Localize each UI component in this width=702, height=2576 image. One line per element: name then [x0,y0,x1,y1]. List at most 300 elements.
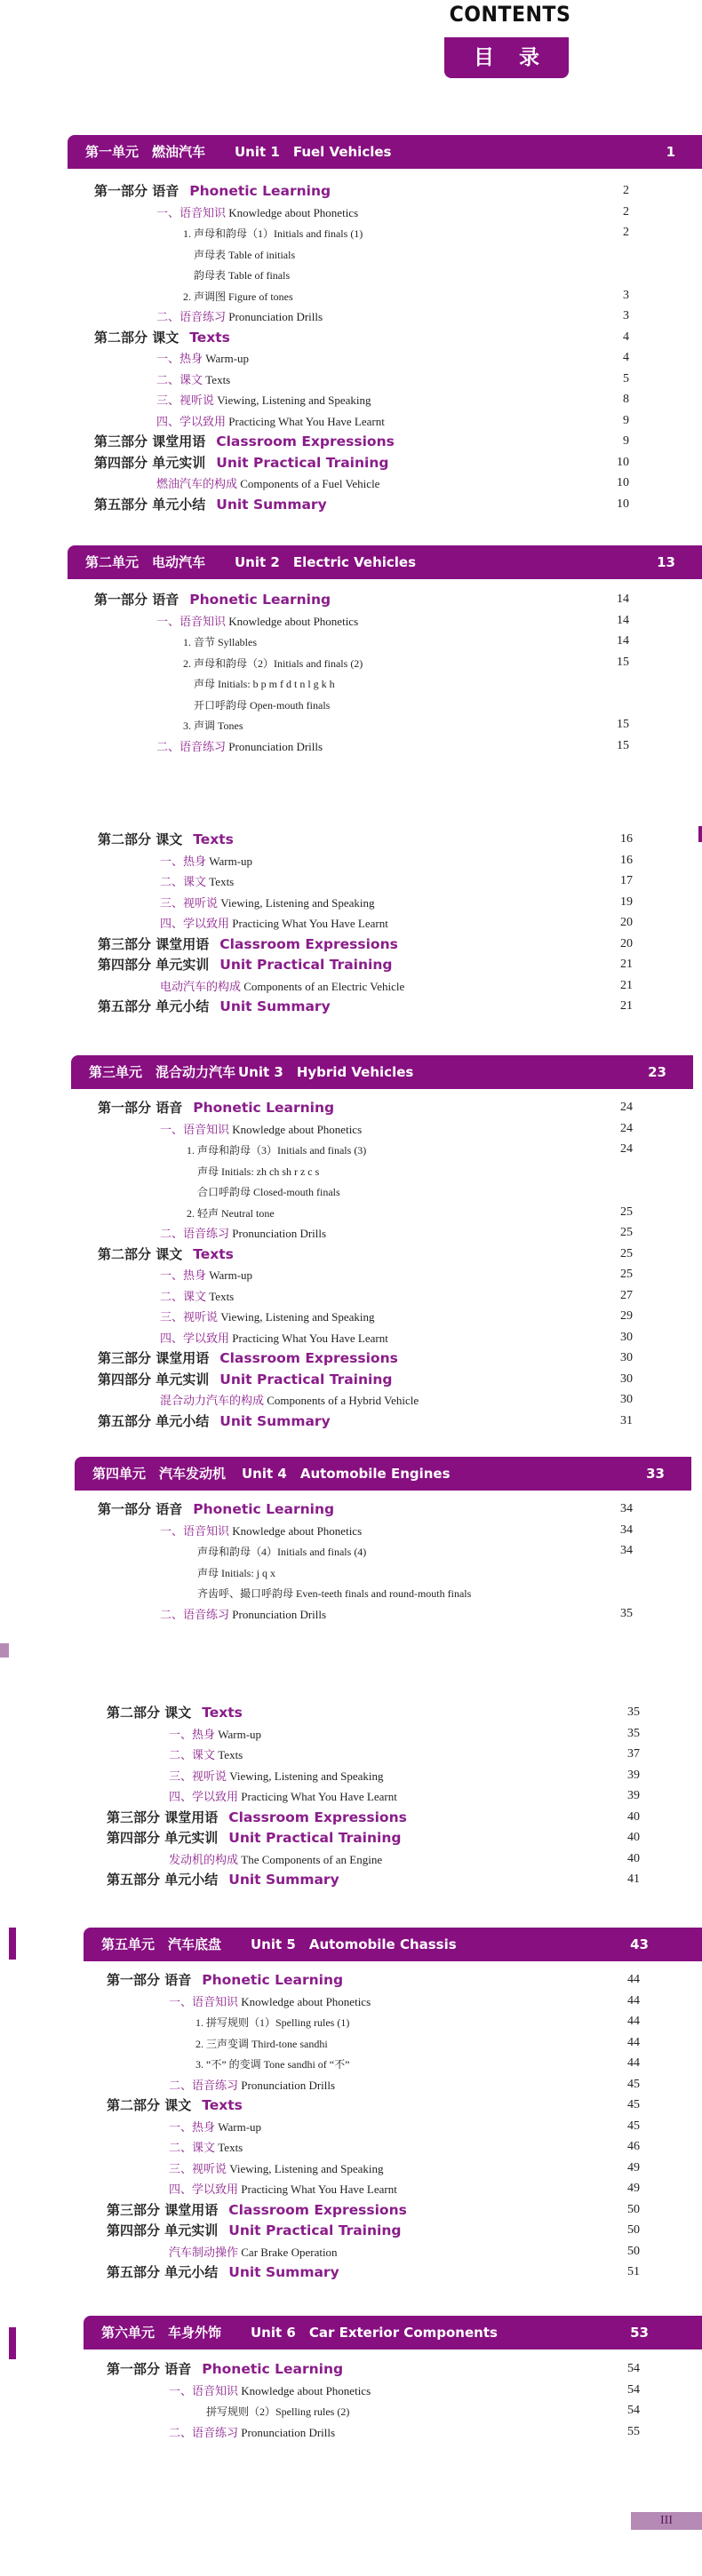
part-label: 第三部分 课堂用语 [107,1809,219,1825]
section-title-en: Car Brake Operation [238,2246,338,2259]
unit-header[interactable] [75,1457,691,1491]
toc-entry[interactable] [107,1828,401,1848]
section-title-cn: 二、课文 [160,876,207,889]
section-title-en: Warm-up [206,1268,253,1282]
toc-entry[interactable] [98,1348,398,1368]
section-title-en: Knowledge about Phonetics [229,1123,363,1136]
subsection-title: 1. 声母和韵母（1）Initials and finals (1) [183,227,363,240]
subsection-title: 2. 轻声 Neutral tone [187,1207,275,1220]
page-number: III [631,2512,702,2530]
section-title-cn: 发动机的构成 [169,1854,239,1867]
section-title-en: Practicing What You Have Learnt [229,917,388,930]
section-title-cn: 四、学以致用 [156,416,227,429]
part-title-en: Unit Practical Training [228,1830,402,1846]
page-ref: 37 [627,1747,640,1761]
page-ref: 40 [627,1852,640,1865]
section-title-en: Pronunciation Drills [238,2079,336,2092]
part-title-en: Unit Practical Training [219,1371,393,1387]
page-ref: 4 [623,330,629,344]
section-title-en: Knowledge about Phonetics [226,206,359,219]
unit-page: 43 [630,1936,649,1952]
subsection-title: 拼写规则（2）Spelling rules (2) [206,2405,350,2418]
page-ref: 44 [627,2015,640,2028]
part-title-en: Phonetic Learning [193,1100,335,1116]
section-title-cn: 一、语音知识 [160,1525,230,1538]
page-ref: 25 [620,1268,633,1281]
page-ref: 40 [627,1831,640,1844]
section-title-en: Components of an Electric Vehicle [241,980,405,993]
part-title-en: Classroom Expressions [216,433,395,449]
page-ref: 21 [620,999,633,1013]
section-title-en: Practicing What You Have Learnt [238,1790,397,1803]
section-title-en: Viewing, Listening and Speaking [218,1310,375,1324]
page-ref: 34 [620,1502,633,1515]
toc-entry[interactable] [98,1499,334,1519]
toc-entry[interactable] [107,2221,401,2240]
toc-entry[interactable] [107,1808,407,1827]
section-title-en: Knowledge about Phonetics [226,615,359,628]
section-title-en: Pronunciation Drills [229,1227,327,1240]
part-title-en: Classroom Expressions [219,1350,398,1366]
toc-entry[interactable] [160,1265,252,1284]
toc-entry[interactable] [160,1521,362,1540]
page-ref: 10 [617,476,629,489]
toc-entry[interactable] [187,1140,366,1159]
page-ref: 49 [627,2161,640,2174]
part-title-en: Texts [189,330,230,346]
unit-page: 53 [630,2325,649,2341]
part-title-en: Unit Summary [228,1872,339,1888]
toc-entry[interactable] [94,181,331,201]
section-title-en: Texts [206,1290,235,1303]
page-ref: 40 [627,1810,640,1824]
section-title-cn: 一、热身 [156,353,203,366]
toc-entry[interactable] [169,1745,243,1764]
toc-entry[interactable] [169,2242,338,2262]
toc-entry[interactable] [98,1098,334,1117]
page-ref: 15 [617,718,629,731]
toc-entry[interactable] [98,1370,392,1389]
unit-page: 23 [648,1064,666,1080]
toc-entry[interactable] [107,2359,343,2379]
section-title-cn: 一、语音知识 [169,2385,239,2398]
page-ref: 45 [627,2119,640,2133]
page-ref: 21 [620,958,633,971]
toc-entry[interactable] [197,1181,340,1201]
unit-title-cn: 第一单元 燃油汽车 [85,144,206,160]
section-title-en: Components of a Hybrid Vehicle [264,1394,419,1407]
subsection-title: 开口呼韵母 Open-mouth finals [194,699,331,712]
page-ref: 34 [620,1544,633,1557]
toc-entry[interactable] [160,913,388,933]
unit-header[interactable] [84,1928,702,1961]
section-title-cn: 一、语音知识 [169,1996,239,2009]
section-title-cn: 二、语音练习 [169,2427,239,2440]
section-title-cn: 一、热身 [160,855,207,869]
part-label: 第四部分 单元实训 [98,1371,210,1387]
page-ref: 44 [627,1973,640,1986]
unit-title-cn: 第六单元 车身外饰 [101,2325,222,2341]
toc-entry[interactable] [169,2381,371,2400]
unit-title-en: Unit 6 Car Exterior Components [251,2325,498,2341]
part-title-en: Unit Summary [219,1413,331,1429]
section-title-en: Knowledge about Phonetics [229,1524,363,1538]
toc-entry[interactable] [156,390,371,409]
page-ref: 30 [620,1331,633,1344]
page-ref: 16 [620,832,633,846]
section-title-en: Warm-up [206,855,253,868]
part-label: 第二部分 课文 [94,330,179,346]
page-ref: 24 [620,1142,633,1156]
toc-entry[interactable] [160,1328,388,1348]
toc-entry[interactable] [107,1703,243,1722]
section-title-en: Components of a Fuel Vehicle [237,477,380,490]
section-title-cn: 二、课文 [169,1749,216,1762]
toc-entry[interactable] [98,997,331,1016]
section-title-en: Knowledge about Phonetics [238,1995,371,2008]
part-title-en: Classroom Expressions [228,2202,407,2218]
page-ref: 54 [627,2362,640,2375]
part-title-en: Phonetic Learning [202,1972,344,1988]
unit-title-en: Unit 3 Hybrid Vehicles [238,1064,414,1080]
subsection-title: 3. “不” 的变调 Tone sandhi of “不” [195,2058,350,2071]
toc-entry[interactable] [183,223,363,242]
part-label: 第二部分 课文 [107,1705,192,1721]
contents-heading: CONTENTS [449,2,571,27]
part-label: 第五部分 单元小结 [98,1413,210,1429]
toc-entry[interactable] [160,1223,326,1243]
toc-entry[interactable] [94,432,395,451]
part-title-en: Unit Practical Training [228,2222,402,2238]
toc-entry[interactable] [197,1562,275,1582]
toc-entry[interactable] [94,453,388,473]
section-title-en: Viewing, Listening and Speaking [214,394,371,407]
section-title-en: Viewing, Listening and Speaking [227,1769,384,1783]
page-ref: 21 [620,979,633,992]
toc-entry[interactable] [156,306,323,326]
toc-entry[interactable] [160,851,252,871]
unit-title-cn: 第五单元 汽车底盘 [101,1936,222,1952]
section-title-en: Practicing What You Have Learnt [226,415,385,428]
subsection-title: 1. 拼写规则（1）Spelling rules (1) [195,2016,350,2029]
toc-entry[interactable] [169,2179,397,2198]
section-title-en: Viewing, Listening and Speaking [227,2162,384,2175]
unit-page: 1 [666,144,675,160]
section-title-cn: 二、语音练习 [169,2079,239,2093]
section-title-cn: 一、语音知识 [156,207,227,220]
page-ref: 9 [623,414,629,427]
page-ref: 35 [627,1705,640,1719]
section-title-en: Warm-up [215,2120,262,2134]
section-title-en: Pronunciation Drills [229,1608,327,1621]
page-ref: 29 [620,1309,633,1323]
part-label: 第二部分 课文 [98,831,183,847]
part-label: 第五部分 单元小结 [107,1872,219,1888]
unit-title-cn: 第三单元 混合动力汽车 [89,1064,236,1080]
toc-entry[interactable] [169,2137,243,2157]
page-ref: 3 [623,309,629,322]
toc-entry[interactable] [183,286,293,306]
part-label: 第四部分 单元实训 [94,455,206,471]
toc-entry[interactable] [160,976,404,996]
section-title-cn: 一、热身 [169,2121,216,2135]
unit-title-cn: 第二单元 电动汽车 [85,554,206,570]
unit-title-en: Unit 4 Automobile Engines [242,1466,451,1482]
toc-entry[interactable] [160,1604,326,1624]
toc-entry[interactable] [169,2075,335,2095]
side-mark-left [0,1643,9,1658]
page-ref: 9 [623,434,629,448]
part-label: 第一部分 语音 [98,1501,183,1517]
section-title-cn: 三、视听说 [160,1311,219,1324]
page-ref: 41 [627,1872,640,1886]
subsection-title: 声母 Initials: b p m f d t n l g k h [194,678,335,690]
page-ref: 50 [627,2223,640,2237]
toc-entry[interactable] [98,934,398,954]
page-ref: 2 [623,226,629,239]
toc-entry[interactable] [160,1307,375,1326]
page-ref: 34 [620,1523,633,1537]
toc-entry[interactable] [156,203,358,222]
section-title-en: Texts [206,875,235,888]
toc-entry[interactable] [107,1970,343,1990]
page-ref: 20 [620,916,633,929]
unit-page: 33 [646,1466,665,1482]
page-ref: 17 [620,874,633,887]
subsection-title: 合口呼韵母 Closed-mouth finals [197,1186,340,1198]
toc-entry[interactable] [98,955,392,974]
toc-entry[interactable] [160,1390,419,1410]
toc-entry[interactable] [169,1766,384,1785]
toc-entry[interactable] [107,1870,339,1889]
page-ref: 30 [620,1372,633,1386]
toc-entry[interactable] [107,2095,243,2115]
part-label: 第五部分 单元小结 [107,2264,219,2280]
toc-entry[interactable] [156,473,379,493]
toc-entry[interactable] [156,348,249,368]
page-ref: 50 [627,2245,640,2258]
toc-entry[interactable] [194,673,335,693]
part-title-en: Unit Summary [216,497,327,513]
toc-entry[interactable] [156,411,385,431]
part-title-en: Unit Practical Training [216,455,389,471]
section-title-cn: 二、课文 [169,2142,216,2155]
toc-entry[interactable] [195,2012,349,2031]
toc-entry[interactable] [156,736,323,756]
toc-entry[interactable] [194,695,330,714]
page-ref: 49 [627,2182,640,2195]
section-title-cn: 汽车制动操作 [169,2246,239,2260]
section-title-cn: 一、热身 [160,1269,207,1283]
page-ref: 50 [627,2203,640,2216]
toc-entry[interactable] [183,632,257,651]
section-title-cn: 二、语音练习 [160,1228,230,1241]
subsection-title: 2. 三声变调 Third-tone sandhi [195,2038,328,2050]
toc-entry[interactable] [94,495,327,514]
page-ref: 55 [627,2425,640,2438]
section-title-en: Texts [215,2141,243,2154]
section-title-en: Warm-up [215,1728,262,1741]
section-title-en: Practicing What You Have Learnt [229,1332,388,1345]
page-ref: 14 [617,634,629,648]
toc-entry[interactable] [183,653,363,672]
toc-entry[interactable] [160,893,375,912]
page-ref: 15 [617,739,629,752]
toc-entry[interactable] [194,265,290,284]
page-ref: 10 [617,456,629,469]
section-title-en: Warm-up [203,352,250,365]
toc-entry[interactable] [197,1583,471,1602]
section-title-cn: 四、学以致用 [169,2183,239,2197]
part-title-en: Texts [202,1705,243,1721]
page-ref: 14 [617,592,629,606]
toc-entry[interactable] [195,2054,349,2073]
page-ref: 45 [627,2078,640,2091]
page-ref: 14 [617,614,629,627]
section-title-en: Pronunciation Drills [238,2426,336,2439]
subsection-title: 1. 声母和韵母（3）Initials and finals (3) [187,1144,367,1157]
toc-entry[interactable] [194,244,295,264]
section-title-en: Texts [215,1748,243,1761]
toc-entry[interactable] [160,871,234,891]
page-ref: 19 [620,895,633,909]
toc-entry[interactable] [169,1849,382,1869]
toc-entry[interactable] [94,328,230,347]
section-title-cn: 三、视听说 [156,394,215,408]
toc-entry[interactable] [160,1119,362,1139]
section-title-cn: 混合动力汽车的构成 [160,1395,265,1408]
page-ref: 4 [623,351,629,364]
page-ref: 3 [623,289,629,302]
page-ref: 25 [620,1247,633,1260]
toc-entry[interactable] [160,1286,234,1306]
part-label: 第一部分 语音 [94,183,179,199]
part-label: 第五部分 单元小结 [98,998,210,1014]
page-ref: 45 [627,2098,640,2111]
part-title-en: Classroom Expressions [219,936,398,952]
toc-entry[interactable] [98,1411,331,1431]
page-ref: 2 [623,205,629,219]
part-label: 第三部分 课堂用语 [107,2202,219,2218]
unit-header[interactable] [71,1055,693,1089]
part-label: 第一部分 语音 [94,592,179,608]
part-label: 第三部分 课堂用语 [94,433,206,449]
part-title-en: Unit Summary [228,2264,339,2280]
page-ref: 44 [627,1994,640,2008]
part-label: 第四部分 单元实训 [107,2222,219,2238]
section-title-en: Pronunciation Drills [226,740,323,753]
toc-entry[interactable] [169,1724,261,1744]
part-title-en: Phonetic Learning [189,592,331,608]
toc-entry[interactable] [169,2159,384,2178]
toc-entry[interactable] [206,2401,349,2421]
page-ref: 20 [620,937,633,950]
toc-entry[interactable] [169,2422,335,2442]
section-title-cn: 二、课文 [156,374,203,387]
toc-entry[interactable] [94,590,331,609]
side-mark-right [698,826,702,842]
unit-header[interactable] [68,545,702,579]
part-title-en: Classroom Expressions [228,1809,407,1825]
side-mark-left [9,1928,16,1960]
page-ref: 5 [623,372,629,386]
side-mark-left [9,2327,16,2359]
section-title-en: Texts [203,373,231,386]
subsection-title: 1. 音节 Syllables [183,636,257,648]
page-ref: 51 [627,2265,640,2278]
unit-header[interactable] [68,135,702,169]
page-ref: 35 [620,1607,633,1620]
part-label: 第三部分 课堂用语 [98,1350,210,1366]
toc-entry[interactable] [98,830,234,849]
toc-entry[interactable] [156,370,230,389]
section-title-cn: 四、学以致用 [160,918,230,931]
toc-entry[interactable] [169,1992,371,2011]
subsection-title: 2. 声母和韵母（2）Initials and finals (2) [183,657,363,670]
toc-entry[interactable] [169,2117,261,2136]
section-title-cn: 二、语音练习 [156,311,227,324]
page-ref: 25 [620,1205,633,1219]
page-ref: 30 [620,1393,633,1406]
toc-entry[interactable] [195,2033,328,2053]
page-ref: 24 [620,1101,633,1114]
page-ref: 25 [620,1226,633,1239]
subsection-title: 3. 声调 Tones [183,720,243,732]
mulu-heading: 目 录 [444,37,569,78]
toc-entry[interactable] [197,1541,366,1561]
part-title-en: Phonetic Learning [193,1501,335,1517]
section-title-cn: 四、学以致用 [160,1332,230,1346]
page-ref: 46 [627,2140,640,2153]
part-label: 第五部分 单元小结 [94,497,206,513]
part-title-en: Texts [193,831,234,847]
page-ref: 2 [623,184,629,197]
unit-title-en: Unit 5 Automobile Chassis [251,1936,457,1952]
section-title-en: Knowledge about Phonetics [238,2384,371,2397]
unit-header[interactable] [84,2316,702,2349]
subsection-title: 韵母表 Table of finals [194,269,291,282]
section-title-en: Practicing What You Have Learnt [238,2182,397,2196]
part-label: 第一部分 语音 [98,1100,183,1116]
page-ref: 8 [623,393,629,406]
page-ref: 54 [627,2383,640,2397]
toc-entry[interactable] [107,2262,339,2282]
part-label: 第一部分 语音 [107,1972,192,1988]
subsection-title: 声母表 Table of initials [194,249,296,261]
section-title-cn: 一、语音知识 [156,616,227,629]
toc-entry[interactable] [187,1203,275,1222]
toc-entry[interactable] [183,715,243,735]
subsection-title: 声母 Initials: zh ch sh r z c s [197,1165,320,1178]
section-title-cn: 三、视听说 [169,2163,227,2176]
page-ref: 31 [620,1414,633,1427]
page-ref: 10 [617,497,629,511]
toc-entry[interactable] [169,1786,397,1806]
toc-entry[interactable] [98,1244,234,1264]
unit-title-cn: 第四单元 汽车发动机 [92,1466,227,1482]
part-title-en: Phonetic Learning [202,2361,344,2377]
subsection-title: 齐齿呼、撮口呼韵母 Even-teeth finals and round-mouth finals [197,1587,472,1600]
toc-entry[interactable] [197,1161,319,1181]
section-title-en: Pronunciation Drills [226,310,323,323]
unit-title-en: Unit 2 Electric Vehicles [235,554,417,570]
section-title-cn: 二、课文 [160,1291,207,1304]
page-ref: 15 [617,656,629,669]
toc-entry[interactable] [156,611,358,631]
subsection-title: 2. 声调图 Figure of tones [183,290,293,303]
subsection-title: 声母和韵母（4）Initials and finals (4) [197,1546,367,1558]
toc-entry[interactable] [107,2200,407,2220]
